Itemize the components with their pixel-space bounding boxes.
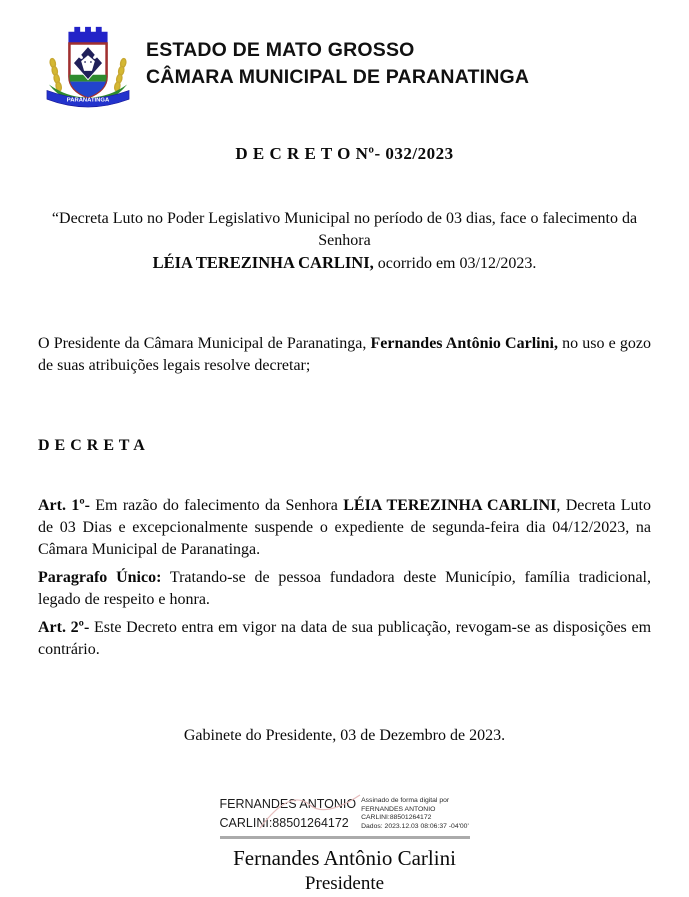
header-titles xyxy=(146,37,529,91)
signer-name: Fernandes Antônio Carlini xyxy=(233,846,456,870)
signature-block xyxy=(220,795,470,897)
article-2-label: Art. 2º- xyxy=(38,619,90,636)
summary-line2-rest: ocorrido em 03/12/2023. xyxy=(373,255,537,272)
document-header xyxy=(38,20,651,108)
closing-line: Gabinete do Presidente, 03 de Dezembro de 2023. xyxy=(183,727,506,744)
digital-signature-name: FERNANDES ANTONIO CARLINI:88501264172 xyxy=(219,797,357,830)
article-1-text: Em razão do falecimento da Senhora xyxy=(89,497,344,514)
preamble-text-after: no uso e gozo de suas atribuições legais resolve decretar; xyxy=(38,335,651,374)
article-1-text-after: , Decreta Luto de 03 Dias e excepcionalmente suspende o expediente de segunda-feira dia 04/12/2023, na Câmara Municipal de Paranatinga. xyxy=(38,497,651,558)
preamble-paragraph xyxy=(38,333,651,377)
decreta-heading: D E C R E T A xyxy=(38,437,146,454)
signer-role: Presidente xyxy=(304,873,385,894)
sole-paragraph xyxy=(38,567,651,611)
decree-title: D E C R E T O Nº- 032/2023 xyxy=(235,144,454,163)
summary-line1: “Decreta Luto no Poder Legislativo Municipal no período de 03 dias, face o falecimento da Senhora xyxy=(51,210,638,249)
ribbon-text: PARANATINGA xyxy=(66,97,110,104)
mural-crown xyxy=(68,27,107,44)
summary-deceased-name: LÉIA TEREZINHA CARLINI, xyxy=(152,253,374,272)
municipal-coat-of-arms-icon xyxy=(38,20,138,108)
article-1-bold-name: LÉIA TEREZINHA CARLINI xyxy=(343,497,557,514)
preamble-text-before: O Presidente da Câmara Municipal de Paranatinga, xyxy=(38,335,371,352)
article-2-text: Este Decreto entra em vigor na data de sua publicação, revogam-se as disposições em contrário. xyxy=(38,619,652,658)
article-2-paragraph xyxy=(38,617,651,661)
shield-water-band xyxy=(69,82,106,98)
article-1-label: Art. 1º- xyxy=(38,497,90,514)
sole-paragraph-label: Paragrafo Único: xyxy=(38,569,162,586)
president-name-bold: Fernandes Antônio Carlini, xyxy=(370,335,558,352)
decree-summary xyxy=(38,208,651,275)
sole-paragraph-text: Tratando-se de pessoa fundadora deste Município, família tradicional, legado de respeito e honra. xyxy=(38,569,651,608)
digital-signature-details: Assinado de forma digital por FERNANDES ANTONIO CARLINI:88501264172 Dados: 2023.12.03 08:06:37 -04'00' xyxy=(361,797,469,830)
header-chamber-line: CÂMARA MUNICIPAL DE PARANATINGA xyxy=(146,66,530,88)
header-state-line: ESTADO DE MATO GROSSO xyxy=(146,39,415,61)
digital-signature-stamp xyxy=(220,795,470,833)
article-1-paragraph xyxy=(38,495,651,561)
signature-divider xyxy=(220,836,470,839)
